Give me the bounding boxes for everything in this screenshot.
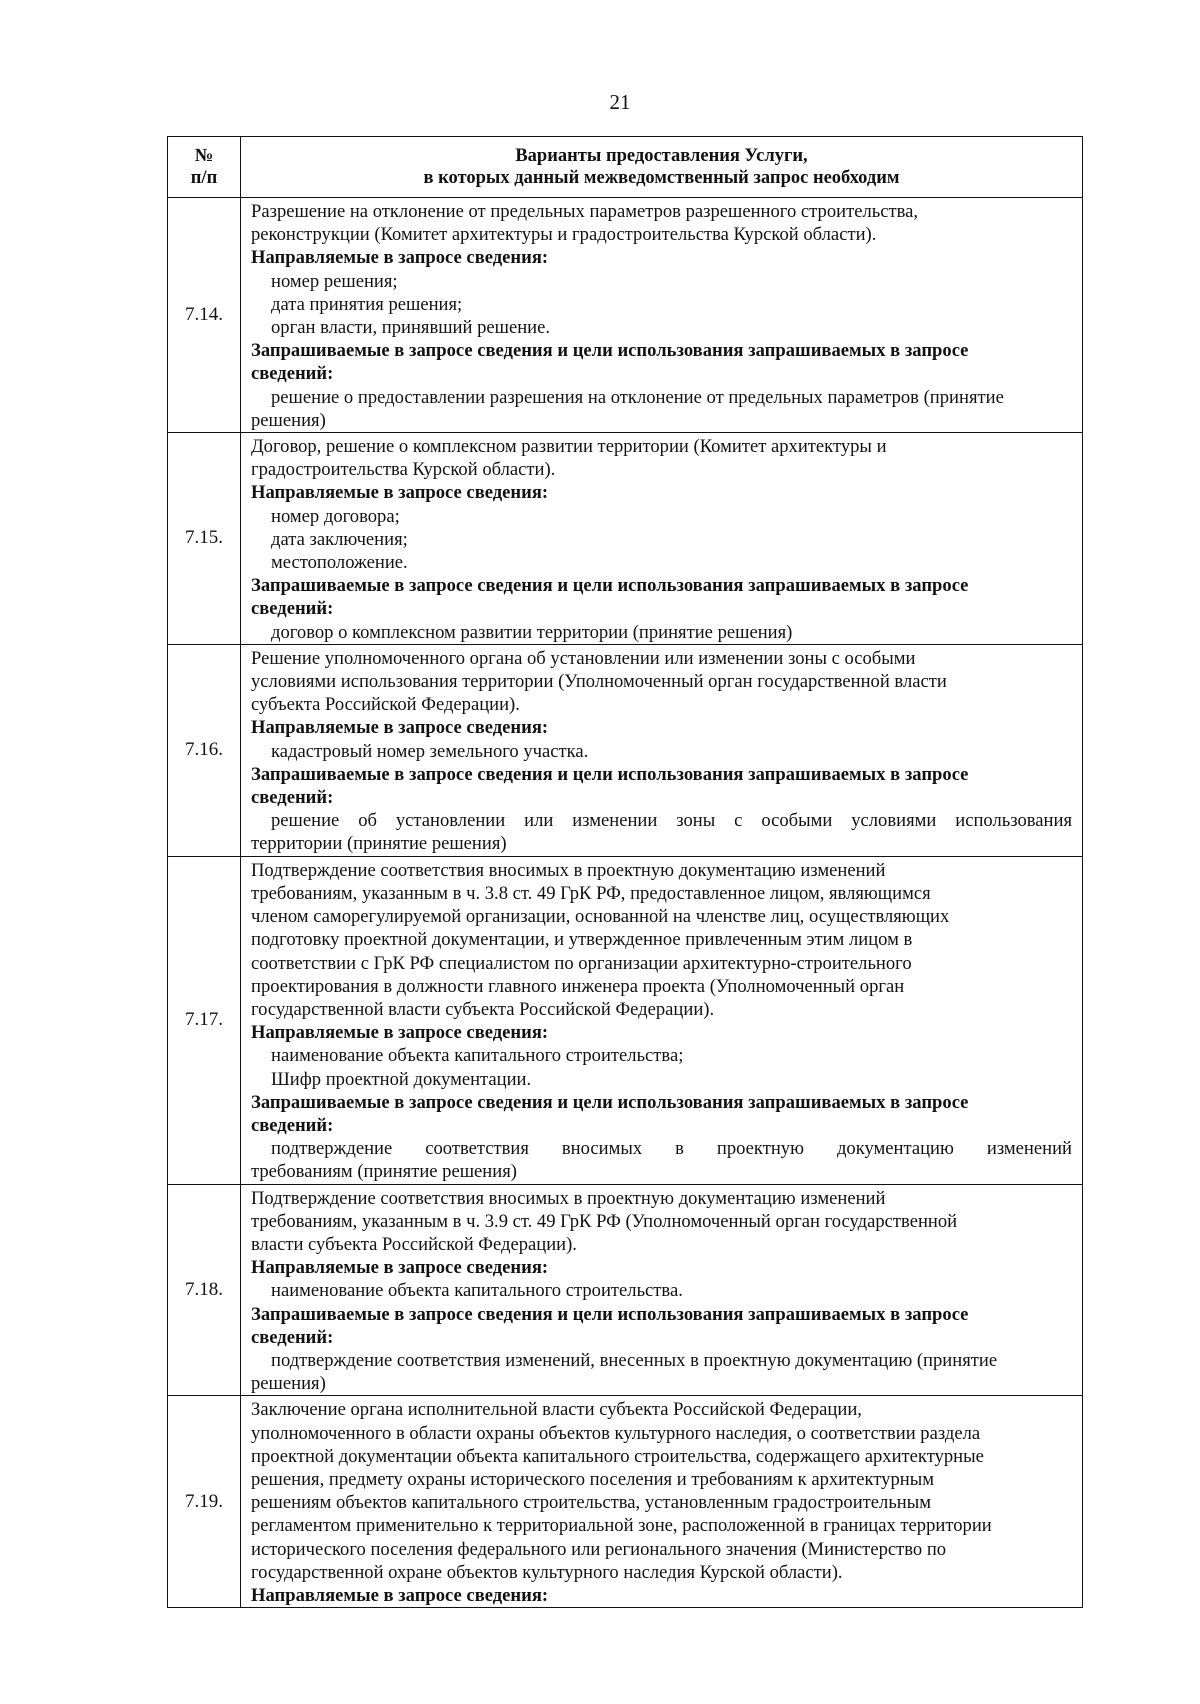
- header-variants-cell: [241, 137, 1083, 198]
- list-item: орган власти, принявший решение.: [271, 317, 551, 339]
- paragraph-line: Договор, решение о комплексном развитии территории (Комитет архитектуры и: [251, 436, 887, 458]
- row-number-cell: 7.17.: [168, 856, 241, 1184]
- section-heading: Направляемые в запросе сведения:: [251, 1022, 549, 1044]
- row-content-cell: [241, 1184, 1083, 1396]
- paragraph-line: требованиям, указанным в ч. 3.8 ст. 49 ГрК РФ, предоставленное лицом, являющимся: [251, 882, 931, 904]
- section-heading: Направляемые в запросе сведения:: [251, 1257, 549, 1279]
- paragraph-line: Подтверждение соответствия вносимых в проектную документацию изменений: [251, 1187, 886, 1209]
- paragraph-line: требованиям, указанным в ч. 3.9 ст. 49 ГрК РФ (Уполномоченный орган государственной: [251, 1210, 958, 1232]
- row-number-cell: 7.18.: [168, 1184, 241, 1396]
- paragraph-line: соответствии с ГрК РФ специалистом по организации архитектурно-строительного: [251, 952, 912, 974]
- row-number-cell: 7.15.: [168, 433, 241, 645]
- list-item: дата принятия решения;: [271, 293, 463, 315]
- paragraph-line: Подтверждение соответствия вносимых в проектную документацию изменений: [251, 859, 886, 881]
- header-number-line1: №: [194, 146, 214, 166]
- paragraph-line: проектирования в должности главного инженера проекта (Уполномоченный орган: [251, 975, 905, 997]
- paragraph-line: подготовку проектной документации, и утвержденное привлеченным этим лицом в: [251, 929, 913, 951]
- section-heading: сведений:: [251, 787, 334, 809]
- row-content-cell: [241, 644, 1083, 856]
- paragraph-line: Разрешение на отклонение от предельных параметров разрешенного строительства,: [251, 201, 919, 222]
- list-item: решение об установлении или изменении зоны с особыми условиями использования: [271, 810, 1072, 832]
- table-row: [168, 1184, 1083, 1396]
- paragraph-line: решения, предмету охраны исторического поселения и требованиям к архитектурным: [251, 1468, 934, 1490]
- section-heading: сведений:: [251, 1114, 334, 1136]
- row-content-cell: [241, 1396, 1083, 1608]
- paragraph-line: субъекта Российской Федерации).: [251, 694, 520, 716]
- page-number: 21: [609, 90, 631, 114]
- list-item: дата заключения;: [271, 528, 408, 550]
- row-content-cell: [241, 198, 1083, 433]
- header-number-line2: п/п: [190, 168, 218, 188]
- table-header-row: [168, 137, 1083, 198]
- section-heading: сведений:: [251, 598, 334, 620]
- paragraph-line: решения): [251, 409, 326, 431]
- paragraph-line: регламентом применительно к территориальной зоне, расположенной в границах территории: [251, 1515, 992, 1537]
- row-number-cell: 7.16.: [168, 644, 241, 856]
- list-item: кадастровый номер земельного участка.: [271, 740, 589, 762]
- header-variants-line2: в которых данный межведомственный запрос необходим: [423, 168, 900, 188]
- list-item: номер договора;: [271, 505, 400, 527]
- list-item: наименование объекта капитального строительства;: [271, 1045, 684, 1067]
- requests-table: [167, 136, 1083, 1608]
- row-number-cell: 7.19.: [168, 1396, 241, 1608]
- paragraph-line: власти субъекта Российской Федерации).: [251, 1233, 577, 1255]
- section-heading: сведений:: [251, 363, 334, 385]
- section-heading: Направляемые в запросе сведения:: [251, 247, 549, 269]
- list-item: Шифр проектной документации.: [271, 1068, 532, 1090]
- header-number-cell: [168, 137, 241, 198]
- paragraph-line: исторического поселения федерального или регионального значения (Министерство по: [251, 1538, 947, 1560]
- table-body: [168, 198, 1083, 1608]
- section-heading: Запрашиваемые в запросе сведения и цели использования запрашиваемых в запросе: [251, 1091, 969, 1113]
- paragraph-line: проектной документации объекта капитального строительства, содержащего архитектурные: [251, 1445, 984, 1467]
- paragraph-line: решения): [251, 1373, 326, 1395]
- paragraph-line: уполномоченного в области охраны объектов культурного наследия, о соответствии раздела: [251, 1422, 981, 1444]
- paragraph-line: членом саморегулируемой организации, основанной на членстве лиц, осуществляющих: [251, 906, 950, 928]
- paragraph-line: Заключение органа исполнительной власти субъекта Российской Федерации,: [251, 1399, 862, 1421]
- paragraph-line: реконструкции (Комитет архитектуры и градостроительства Курской области).: [251, 224, 877, 246]
- section-heading: сведений:: [251, 1326, 334, 1348]
- section-heading: Направляемые в запросе сведения:: [251, 1584, 549, 1606]
- paragraph-line: государственной охране объектов культурного наследия Курской области).: [251, 1561, 843, 1583]
- list-item: подтверждение соответствия вносимых в проектную документацию изменений: [271, 1138, 1072, 1160]
- section-heading: Направляемые в запросе сведения:: [251, 482, 549, 504]
- row-number-cell: 7.14.: [168, 198, 241, 433]
- section-heading: Запрашиваемые в запросе сведения и цели использования запрашиваемых в запросе: [251, 763, 969, 785]
- table-row: [168, 433, 1083, 645]
- list-item: наименование объекта капитального строительства.: [271, 1280, 683, 1302]
- list-item: местоположение.: [271, 552, 408, 574]
- paragraph-line: решениям объектов капитального строительства, установленным градостроительным: [251, 1492, 932, 1514]
- header-variants-line1: Варианты предоставления Услуги,: [515, 146, 808, 166]
- paragraph-line: требованиям (принятие решения): [251, 1161, 517, 1183]
- table-row: [168, 856, 1083, 1184]
- paragraph-line: государственной власти субъекта Российской Федерации).: [251, 998, 715, 1020]
- paragraph-line: территории (принятие решения): [251, 833, 507, 855]
- paragraph-line: Решение уполномоченного органа об установлении или изменении зоны с особыми: [251, 647, 916, 669]
- list-item: договор о комплексном развитии территории (принятие решения): [271, 621, 793, 643]
- section-heading: Направляемые в запросе сведения:: [251, 717, 549, 739]
- table-row: [168, 198, 1083, 433]
- list-item: номер решения;: [271, 270, 398, 292]
- list-item: решение о предоставлении разрешения на отклонение от предельных параметров (принятие: [271, 386, 1004, 408]
- paragraph-line: градостроительства Курской области).: [251, 459, 556, 481]
- list-item: подтверждение соответствия изменений, внесенных в проектную документацию (принятие: [271, 1349, 998, 1371]
- section-heading: Запрашиваемые в запросе сведения и цели использования запрашиваемых в запросе: [251, 575, 969, 597]
- row-content-cell: [241, 433, 1083, 645]
- row-content-cell: [241, 856, 1083, 1184]
- section-heading: Запрашиваемые в запросе сведения и цели использования запрашиваемых в запросе: [251, 1303, 969, 1325]
- table-row: [168, 644, 1083, 856]
- table-row: [168, 1396, 1083, 1608]
- paragraph-line: условиями использования территории (Уполномоченный орган государственной власти: [251, 671, 947, 693]
- section-heading: Запрашиваемые в запросе сведения и цели использования запрашиваемых в запросе: [251, 340, 969, 362]
